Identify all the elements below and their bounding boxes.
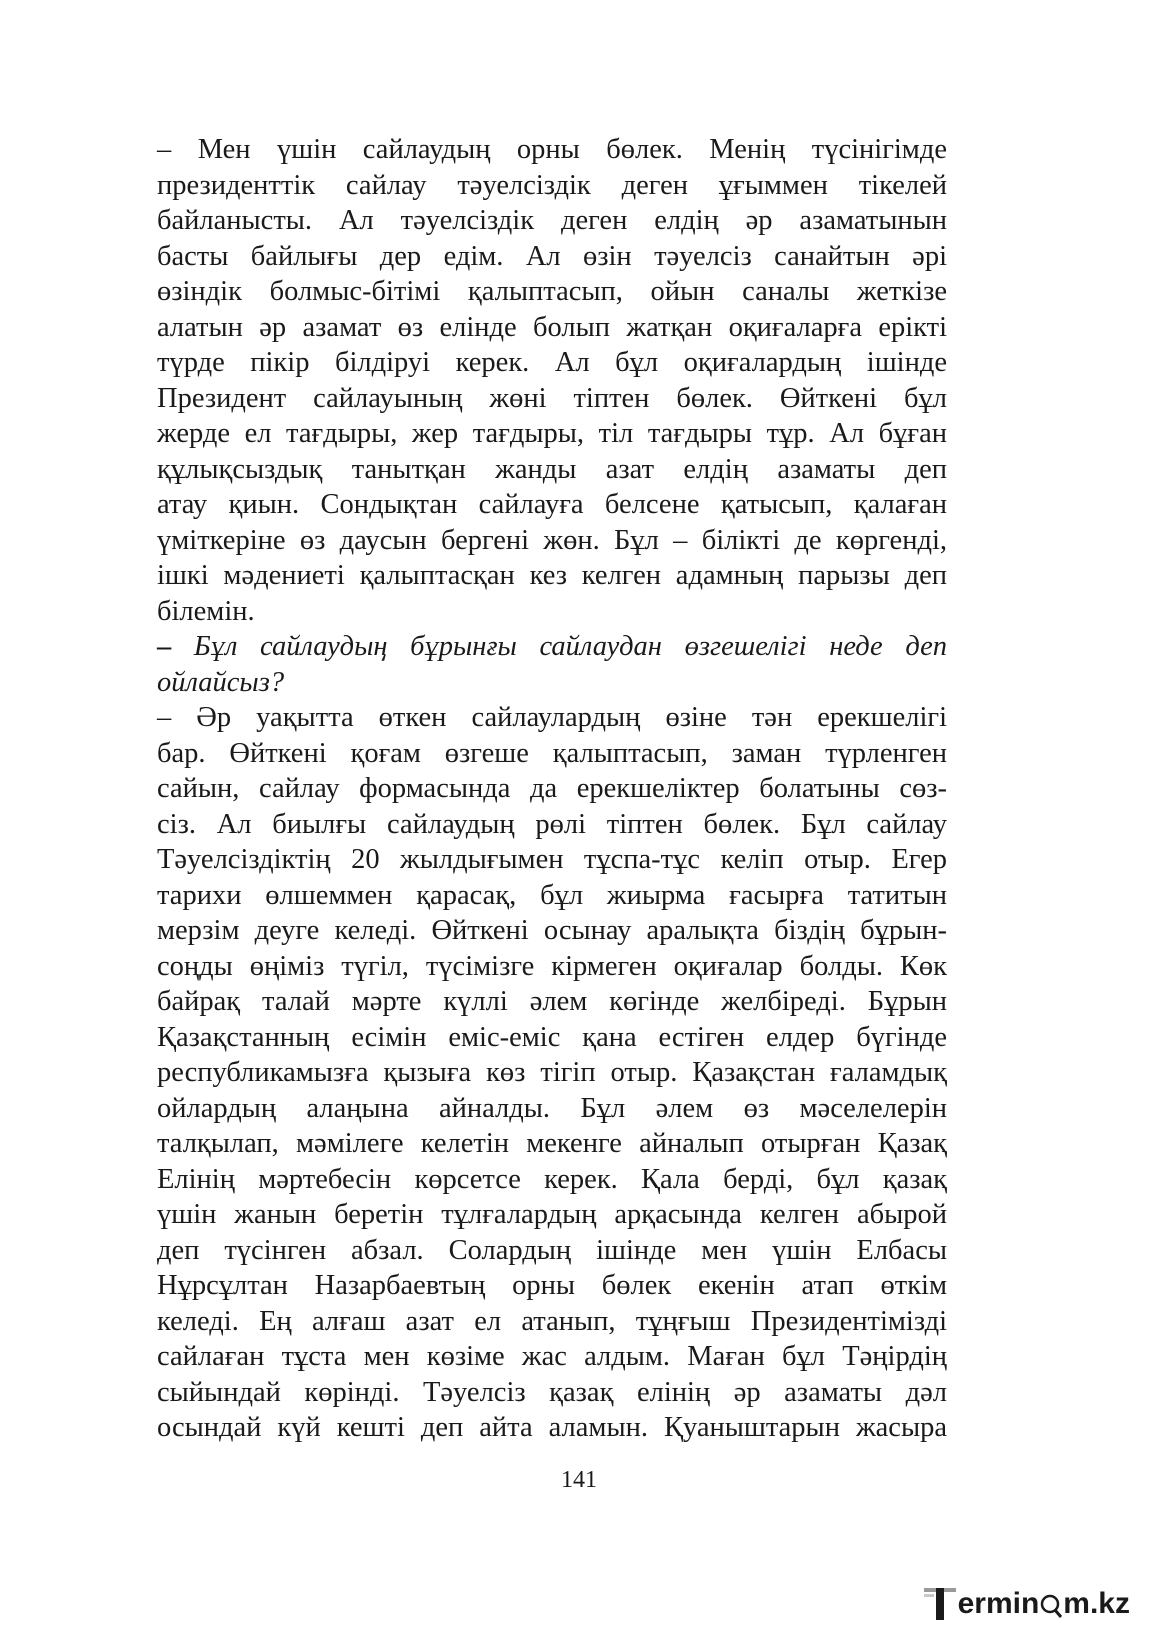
text-line: байрақ талай мәрте күллі әлем көгінде желбіреді. Бұрын bbox=[157, 986, 947, 1017]
text-line: сіз. Ал биылғы сайлаудың рөлі тіптен бөлек. Бұл сайлау bbox=[157, 808, 947, 840]
text-line: сайын, сайлау формасында да ерекшеліктер болатыны сөз- bbox=[157, 773, 947, 804]
text-line: деп түсінген абзал. Солардың ішінде мен үшін Елбасы bbox=[157, 1234, 947, 1266]
magnifier-o-icon bbox=[1039, 1589, 1063, 1619]
answer-paragraph-1 bbox=[157, 132, 947, 629]
question-dash: – bbox=[157, 631, 172, 662]
text-line: жерде ел тағдыры, жер тағдыры, тіл тағдыры тұр. Ал бұған bbox=[157, 418, 947, 449]
watermark bbox=[922, 1584, 1130, 1624]
text-line: алатын әр азамат өз елінде болып жатқан оқиғаларға ерікті bbox=[157, 311, 947, 343]
text-line: Нұрсұлтан Назарбаевтың орны бөлек екенін атап өткім bbox=[157, 1270, 947, 1301]
text-line bbox=[157, 629, 947, 665]
text-line: – Мен үшін сайлаудың орны бөлек. Менің түсінігімде bbox=[157, 134, 947, 165]
text-line: бар. Өйткені қоғам өзгеше қалыптасып, заман түрленген bbox=[157, 737, 947, 769]
text-line: үміткеріне өз даусын бергені жөн. Бұл – білікті де көргенді, bbox=[157, 524, 947, 556]
watermark-text-end: m.kz bbox=[1063, 1587, 1130, 1620]
text-line: түрде пікір білдіруі керек. Ал бұл оқиғалардың ішінде bbox=[157, 347, 947, 378]
text-line: Президент сайлауының жөні тіптен бөлек. Өйткені бұл bbox=[157, 382, 947, 414]
question-paragraph bbox=[157, 629, 947, 700]
text-line: атау қиын. Сондықтан сайлауға белсене қатысып, қалаған bbox=[157, 489, 947, 520]
text-line: соңды өңіміз түгіл, түсімізге кірмеген оқиғалар болды. Көк bbox=[157, 950, 947, 982]
text-line: өзіндік болмыс-бітімі қалыптасып, ойын саналы жеткізе bbox=[157, 276, 947, 307]
text-line: президенттік сайлау тәуелсіздік деген ұғыммен тікелей bbox=[157, 169, 947, 201]
text-line: сыйындай көрінді. Тәуелсіз қазақ елінің әр азаматы дәл bbox=[157, 1376, 947, 1408]
text-line: осындай күй кешті деп айта аламын. Қуаныштарын жасыра bbox=[157, 1412, 947, 1443]
text-line: талқылап, мәмілеге келетін мекенге айналып отырған Қазақ bbox=[157, 1128, 947, 1159]
text-line: үшін жанын беретін тұлғалардың арқасында келген абырой bbox=[157, 1199, 947, 1230]
text-line: республикамызға қызыға көз тігіп отыр. Қазақстан ғаламдық bbox=[157, 1057, 947, 1088]
text-line: – Әр уақытта өткен сайлаулардың өзіне тән ерекшелігі bbox=[157, 702, 947, 733]
text-line: сайлаған тұста мен көзіме жас алдым. Маған бұл Тәңірдің bbox=[157, 1341, 947, 1372]
text-line: Елінің мәртебесін көрсетсе керек. Қала берді, бұл қазақ bbox=[157, 1163, 947, 1195]
text-line: басты байлығы дер едім. Ал өзін тәуелсіз санайтын әрі bbox=[157, 240, 947, 272]
text-line: ішкі мәдениеті қалыптасқан кез келген адамның парызы деп bbox=[157, 560, 947, 591]
answer-paragraph-2 bbox=[157, 700, 947, 1446]
text-line: мерзім деуге келеді. Өйткені осынау аралықта біздің бұрын- bbox=[157, 915, 947, 946]
page-body bbox=[157, 132, 947, 1446]
text-line: тарихи өлшеммен қарасақ, бұл жиырма ғасырға татитын bbox=[157, 879, 947, 911]
text-line: байланысты. Ал тәуелсіздік деген елдің әр азаматынын bbox=[157, 205, 947, 236]
termincom-t-logo-icon bbox=[922, 1584, 958, 1624]
text-line: ойлардың алаңына айналды. Бұл әлем өз мәселелерін bbox=[157, 1092, 947, 1124]
text-line: Қазақстанның есімін еміс-еміс қана естіген елдер бүгінде bbox=[157, 1021, 947, 1053]
text-line: ойлайсыз? bbox=[157, 666, 285, 698]
text-line: құлықсыздық танытқан жанды азат елдің азаматы деп bbox=[157, 453, 947, 485]
text-line: келеді. Ең алғаш азат ел атанып, тұңғыш Президентімізді bbox=[157, 1305, 947, 1337]
watermark-text-start: ermin bbox=[957, 1587, 1040, 1620]
text-line: Тәуелсіздіктің 20 жылдығымен тұспа-тұс келіп отыр. Егер bbox=[157, 844, 947, 875]
question-text: Бұл сайлаудың бұрынғы сайлаудан өзгешелігі неде деп bbox=[193, 631, 948, 662]
text-line: білемін. bbox=[157, 595, 255, 627]
page-number: 141 bbox=[561, 1467, 597, 1493]
